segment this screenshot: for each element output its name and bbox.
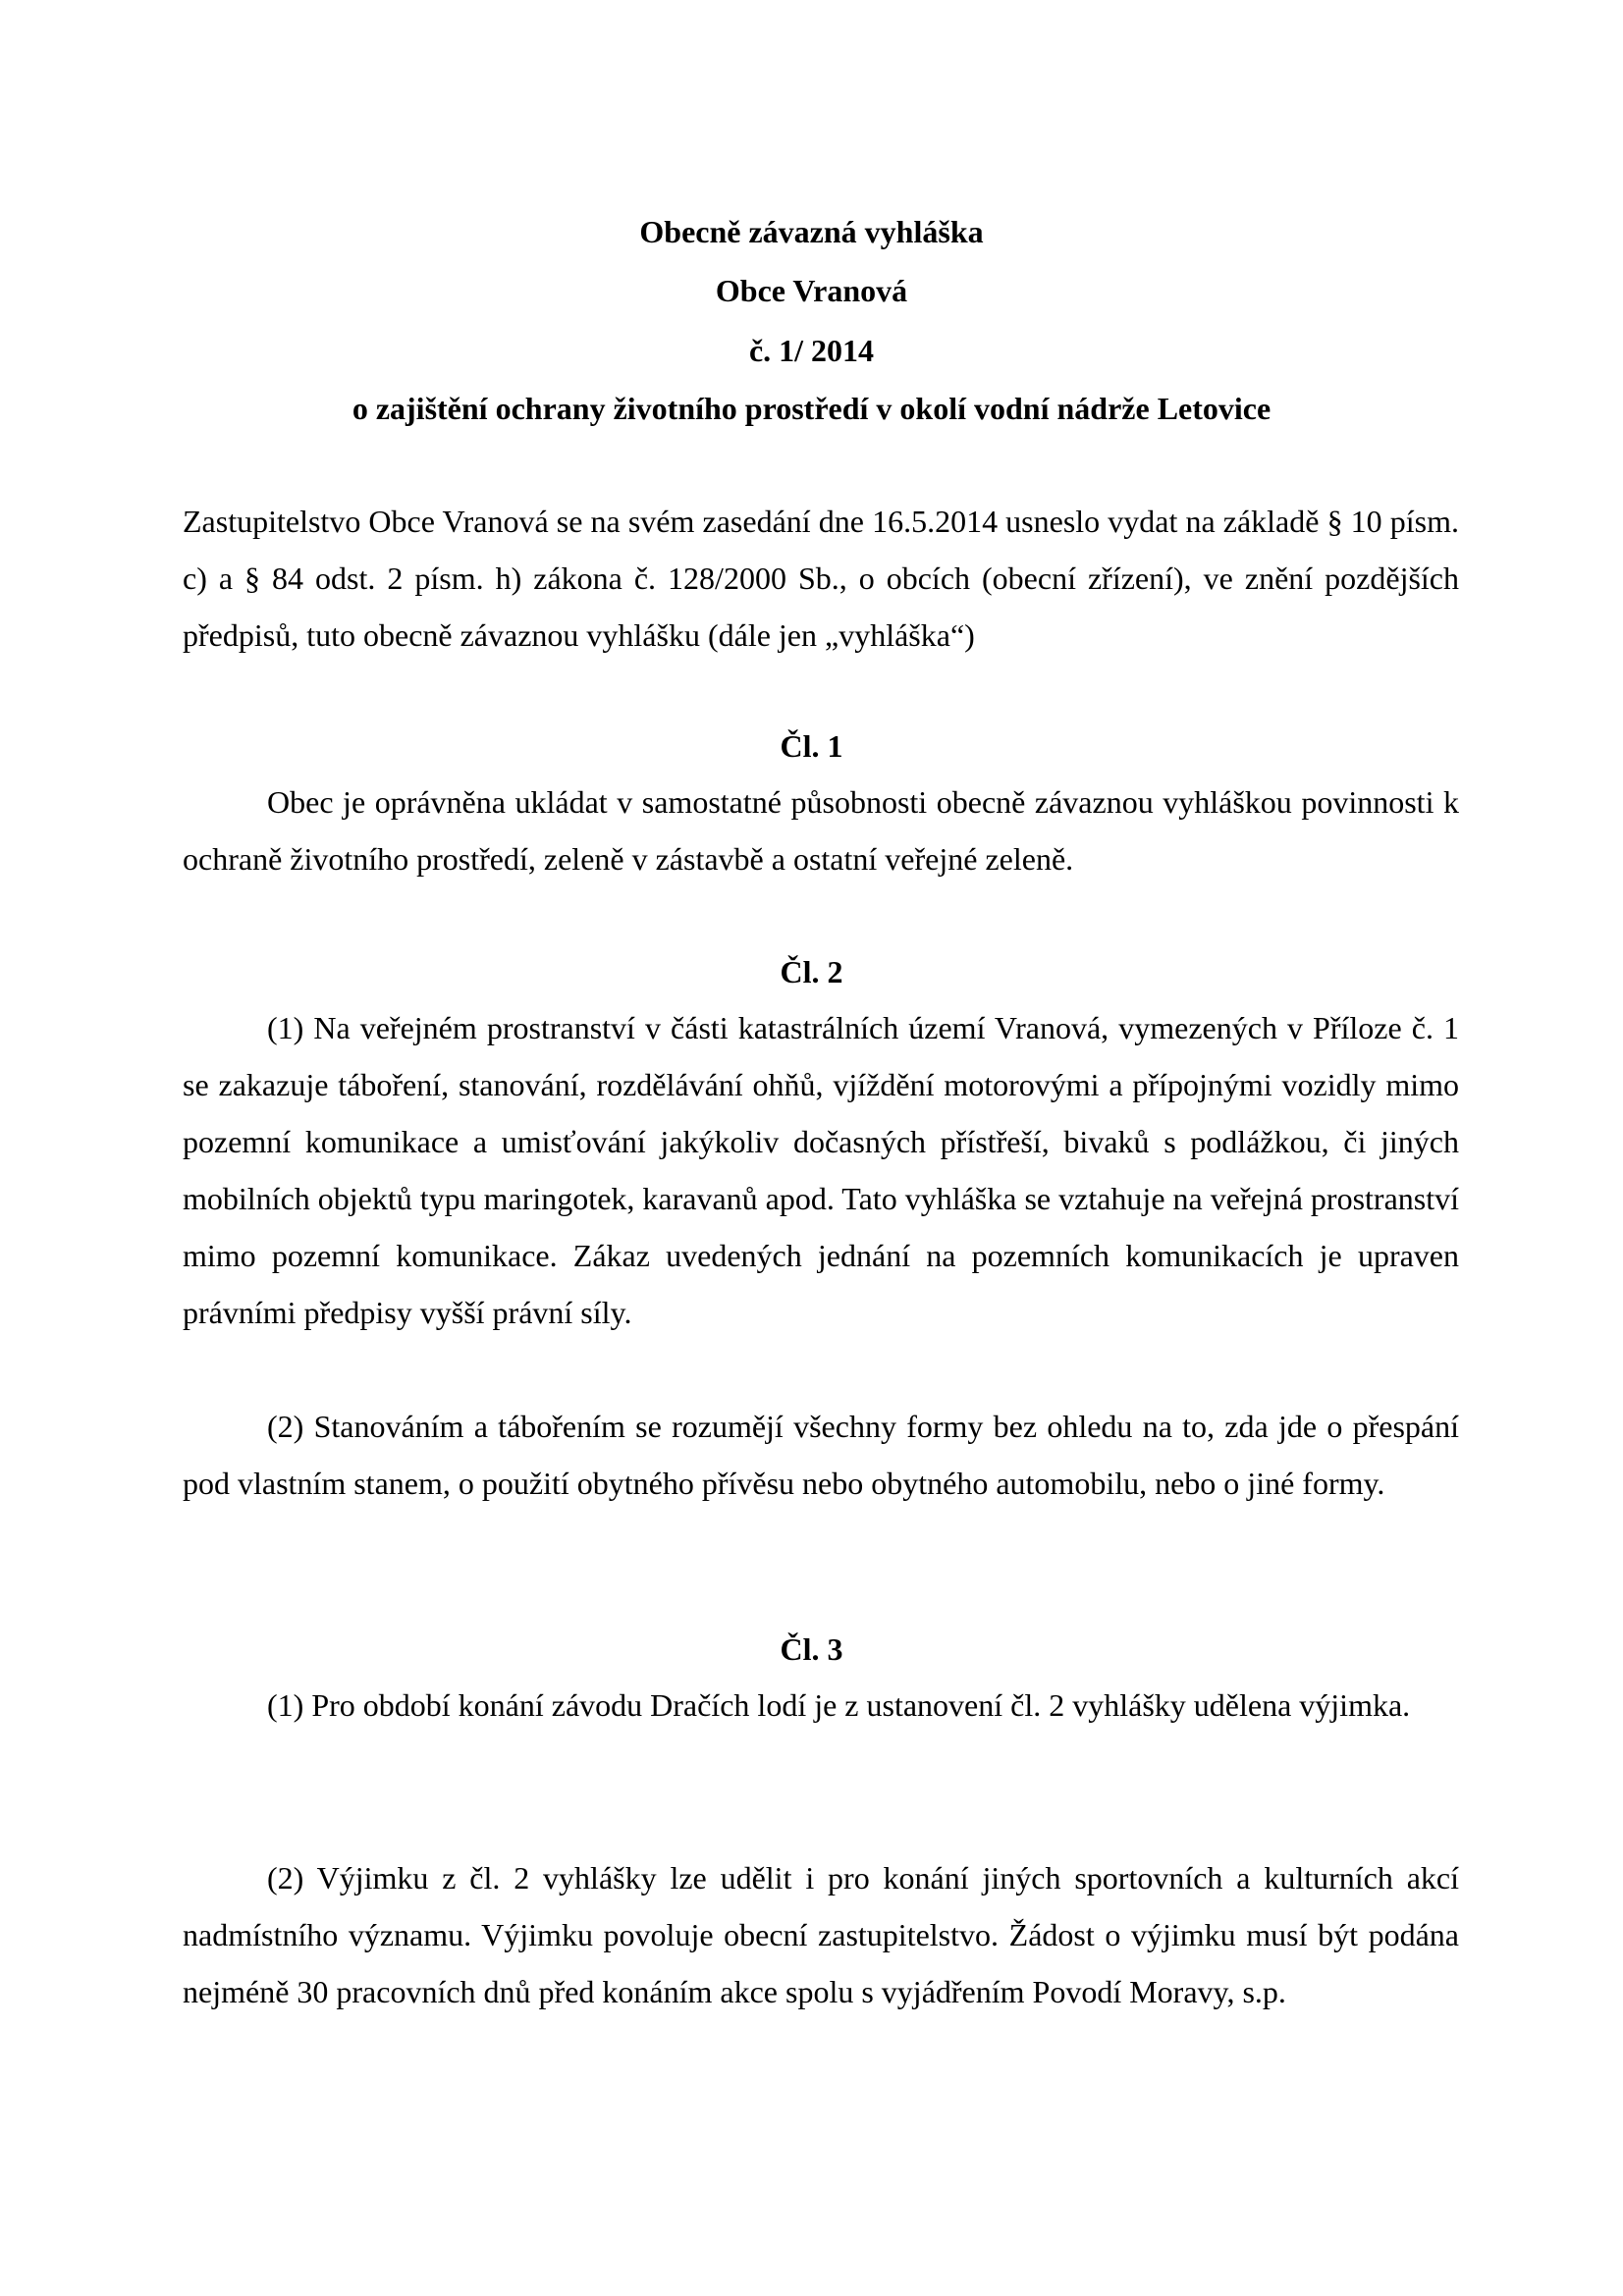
title-line-4: o zajištění ochrany životního prostředí v okolí vodní nádrže Letovice [352, 391, 1271, 426]
title-line-2: Obce Vranová [715, 273, 908, 308]
article-2-heading: Čl. 2 [780, 954, 843, 989]
article-3-paragraph-1: (1) Pro období konání závodu Dračích lodí je z ustanovení čl. 2 vyhlášky udělena výjimka. [267, 1687, 1411, 1723]
article-3-paragraph-2: (2) Výjimku z čl. 2 vyhlášky lze udělit i pro konání jiných sportovních a kulturních akcí nadmístního významu. Výjimku povoluje obecní zastupitelstvo. Žádost o výjimku musí být podána nejméně 30 pracovních dnů před konáním akce spolu s vyjádřením Povodí Moravy, s.p. [183, 1860, 1459, 2009]
article-1-heading: Čl. 1 [780, 728, 843, 764]
article-2-paragraph-1: (1) Na veřejném prostranství v části katastrálních území Vranová, vymezených v Příloze č. 1 se zakazuje táboření, stanování, rozdělávání ohňů, vjíždění motorovými a přípojnými vozidly mimo pozemní komunikace a umisťování jakýkoliv dočasných přístřeší, bivaků s podlážkou, či jiných mobilních objektů typu maringotek, karavanů apod. Tato vyhláška se vztahuje na veřejná prostranství mimo pozemní komunikace. Zákaz uvedených jednání na pozemních komunikacích je upraven právními předpisy vyšší právní síly. [183, 1010, 1459, 1330]
title-line-3: č. 1/ 2014 [748, 333, 875, 368]
preamble-paragraph: Zastupitelstvo Obce Vranová se na svém zasedání dne 16.5.2014 usneslo vydat na základě § 10 písm. c) a § 84 odst. 2 písm. h) zákona č. 128/2000 Sb., o obcích (obecní zřízení), ve znění pozdějších předpisů, tuto obecně závaznou vyhlášku (dále jen „vyhláška“) [183, 504, 1459, 653]
article-3-heading: Čl. 3 [780, 1631, 843, 1667]
article-2-paragraph-2: (2) Stanováním a tábořením se rozumějí všechny formy bez ohledu na to, zda jde o přespání pod vlastním stanem, o použití obytného přívěsu nebo obytného automobilu, nebo o jiné formy. [183, 1409, 1459, 1501]
article-1-paragraph: Obec je oprávněna ukládat v samostatné působnosti obecně závaznou vyhláškou povinnosti k ochraně životního prostředí, zeleně v zástavbě a ostatní veřejné zeleně. [183, 784, 1459, 877]
title-line-1: Obecně závazná vyhláška [639, 214, 984, 249]
